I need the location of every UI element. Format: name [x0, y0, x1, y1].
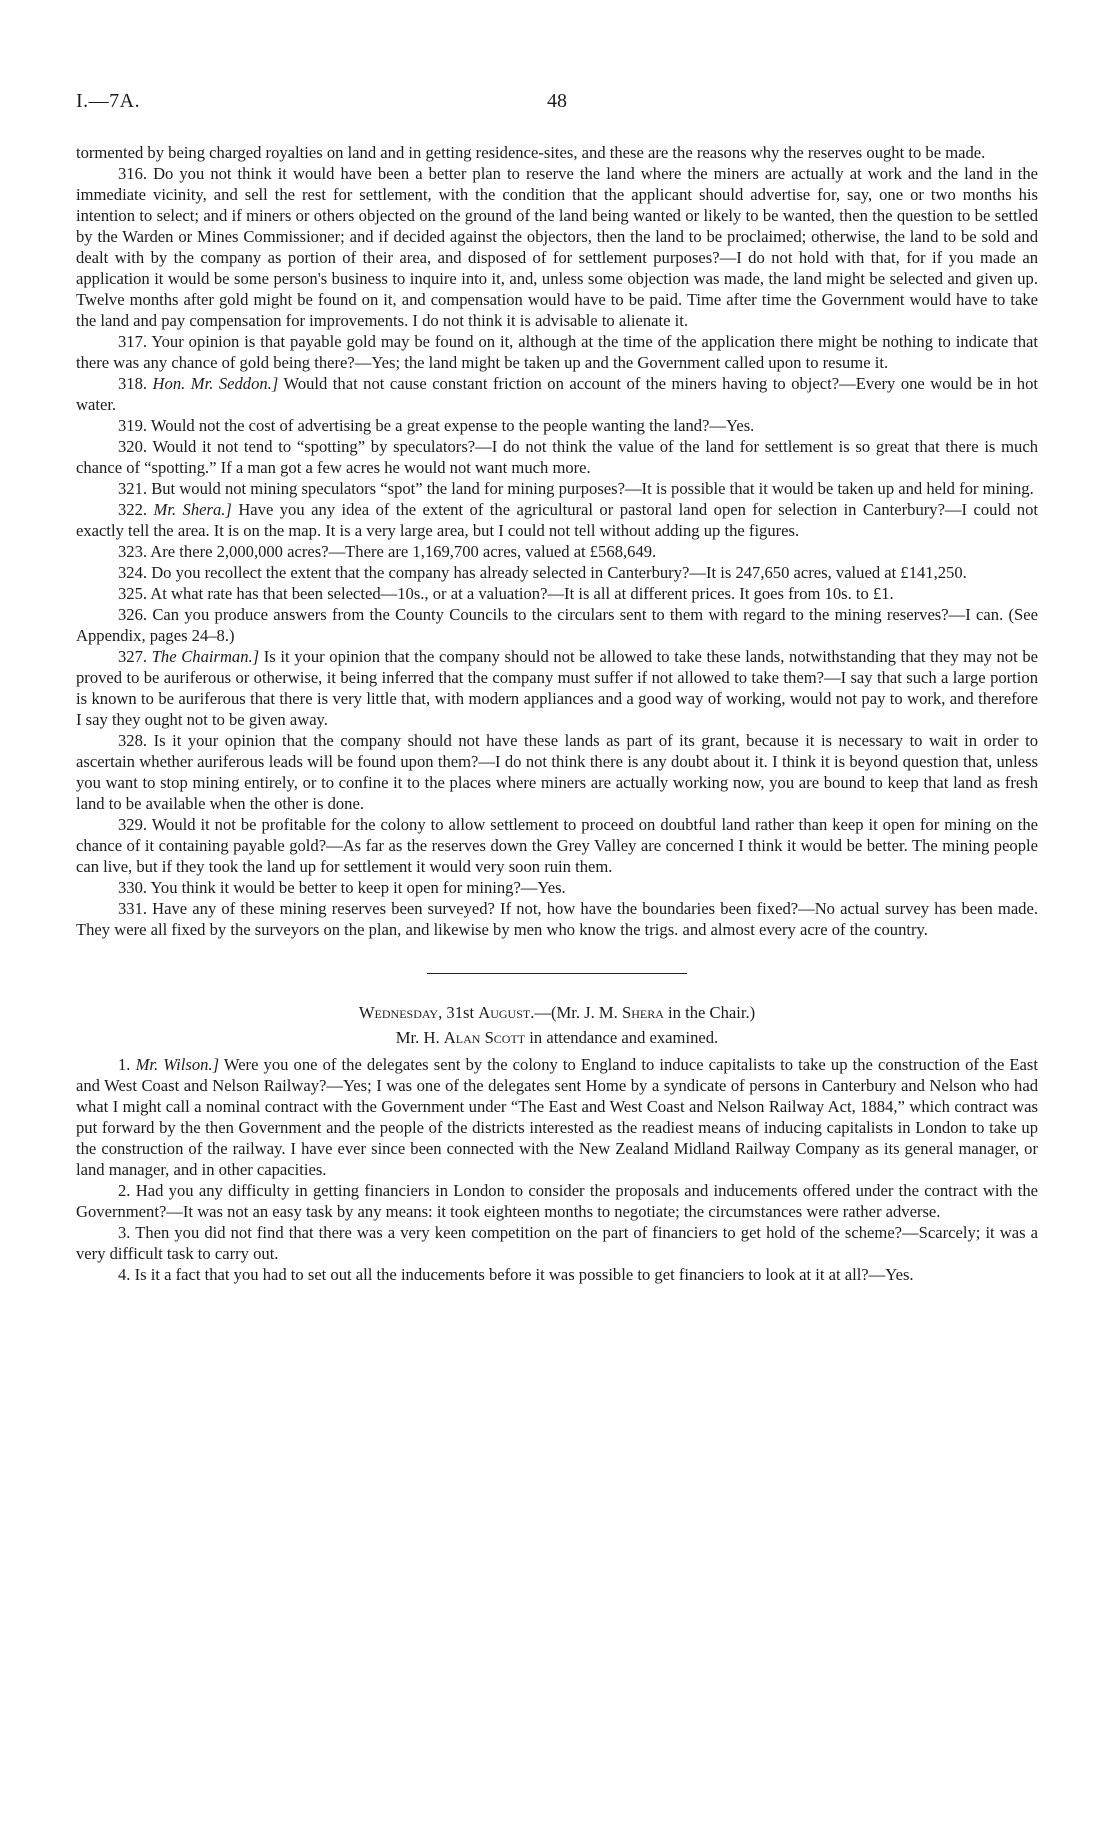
- paragraph-330: 330. You think it would be better to keep it open for mining?—Yes.: [118, 878, 566, 897]
- paragraph-322: [76, 499, 1038, 541]
- question-text: Were you one of the delegates sent by the colony to England to induce capitalists to take up the construction of the East and West Coast and Nelson Railway?—Yes; I was one of the delegates sent Home by a syndicate of persons in Canterbury and Nelson who had what I might call a nominal contract with the Government under “The East and West Coast and Nelson Railway Act, 1884,” which contract was put forward by the then Government and the people of the districts interested as the readiest means of inducing capitalists in London to take up the construction of the railway. I have ever since been connected with the New Zealand Midland Railway Company as its general manager, or land manager, and in other capacities.: [76, 1055, 1038, 1179]
- session-chair-open: .—(Mr. J. M.: [530, 1003, 622, 1022]
- question-number: 327.: [118, 647, 148, 666]
- question-number: 318.: [118, 374, 148, 393]
- speaker-name: Mr. Shera.]: [153, 500, 232, 519]
- paragraph-323: 323. Are there 2,000,000 acres?—There are 1,169,700 acres, valued at £568,649.: [118, 542, 657, 561]
- question-number: 1.: [118, 1055, 131, 1074]
- page-number: 48: [547, 90, 567, 112]
- paragraph-316: 316. Do you not think it would have been a better plan to reserve the land where the miners are actually at work and the land in the immediate vicinity, and sell the rest for settlement, with the condition that the applicant should advertise for, say, one or two months his intention to select; and if miners or others objected on the ground of the land being wanted or likely to be wanted, then the question to be settled by the Warden or Mines Commissioner; and if decided against the objectors, then the land to be proclaimed; otherwise, the land to be sold and dealt with by the company as portion of their area, and disposed of for settlement purposes?—I do not hold with that, for if you made an application it would be some person's business to inquire into it, and, unless some objection was made, the land might be selected and given up. Twelve months after gold might be found on it, and compensation would have to be paid. Time after time the Government would have to take the land and pay compensation for improvements. I do not think it is advisable to alienate it.: [76, 164, 1038, 330]
- speaker-name: Mr. Wilson.]: [135, 1055, 220, 1074]
- section-divider: [427, 973, 687, 974]
- session-heading: [76, 1002, 1038, 1023]
- paragraph-325: 325. At what rate has that been selected—10s., or at a valuation?—It is all at different prices. It goes from 10s. to £1.: [118, 584, 894, 603]
- paragraph-321: 321. But would not mining speculators “spot” the land for mining purposes?—It is possible that it would be taken up and held for mining.: [118, 479, 1034, 498]
- witness-last-name: Scott: [484, 1028, 526, 1047]
- paragraph-317: 317. Your opinion is that payable gold may be found on it, although at the time of the application there might be nothing to indicate that there was any chance of gold being there?—Yes; the land might be taken up and the Government called upon to resume it.: [76, 332, 1038, 372]
- session-month: August: [478, 1003, 531, 1022]
- paragraph-q3: 3. Then you did not find that there was a very keen competition on the part of financiers to get hold of the scheme?—Scarcely; it was a very difficult task to carry out.: [76, 1223, 1038, 1263]
- speaker-name: The Chairman.]: [151, 647, 260, 666]
- paragraph-326: 326. Can you produce answers from the County Councils to the circulars sent to them with regard to the mining reserves?—I can. (See Appendix, pages 24–8.): [76, 605, 1038, 645]
- question-text: Would that not cause constant friction on account of the miners having to object?—Every one would be in hot water.: [76, 374, 1038, 414]
- paragraph-319: 319. Would not the cost of advertising be a great expense to the people wanting the land?—Yes.: [118, 416, 755, 435]
- document-reference: I.—7A.: [76, 90, 141, 112]
- paragraph-320: 320. Would it not tend to “spotting” by speculators?—I do not think the value of the land for settlement is so great that there is much chance of “spotting.” If a man got a few acres he would not want much more.: [76, 437, 1038, 477]
- witness-prefix: Mr. H.: [395, 1028, 444, 1047]
- paragraph-327: [76, 646, 1038, 730]
- paragraph-318: [76, 373, 1038, 415]
- speaker-name: Hon. Mr. Seddon.]: [152, 374, 279, 393]
- page-header: [76, 90, 1038, 120]
- session-date: , 31st: [438, 1003, 479, 1022]
- paragraph-q4: 4. Is it a fact that you had to set out all the inducements before it was possible to get financiers to look at it at all?—Yes.: [118, 1265, 914, 1284]
- paragraph-324: 324. Do you recollect the extent that the company has already selected in Canterbury?—It is 247,650 acres, valued at £141,250.: [118, 563, 967, 582]
- paragraph-329: 329. Would it not be profitable for the colony to allow settlement to proceed on doubtful land rather than keep it open for mining on the chance of it containing payable gold?—As far as the reserves down the Grey Valley are concerned I think it would be better. The mining people can live, but if they took the land up for settlement it would very soon ruin them.: [76, 815, 1038, 876]
- paragraph-q1: [76, 1054, 1038, 1180]
- paragraph: tormented by being charged royalties on land and in getting residence-sites, and these are the reasons why the reserves ought to be made.: [76, 143, 986, 162]
- question-number: 322.: [118, 500, 148, 519]
- witness-first-name: Alan: [443, 1028, 481, 1047]
- paragraph-328: 328. Is it your opinion that the company should not have these lands as part of its grant, because it is necessary to wait in order to ascertain whether auriferous leads will be found upon them?—I do not think there is any doubt about it. I think it is beyond question that, unless you want to stop mining entirely, or to confine it to the places where miners are actually working now, you are bound to keep that land as fresh land to be available when the other is done.: [76, 731, 1038, 813]
- page-body: [76, 142, 1038, 1285]
- question-text: Is it your opinion that the company should not be allowed to take these lands, notwithstanding that they may not be proved to be auriferous or otherwise, it being inferred that the company must suffer if not allowed to take them?—I say that such a large portion is known to be auriferous that there is very little that, with modern appliances and a good way of working, would not pay to work, and therefore I say they ought not to be given away.: [76, 647, 1038, 729]
- witness-heading: [76, 1027, 1038, 1048]
- paragraph-q2: 2. Had you any difficulty in getting financiers in London to consider the proposals and inducements offered under the contract with the Government?—It was not an easy task by any means: it took eighteen months to negotiate; the circumstances were rather adverse.: [76, 1181, 1038, 1221]
- session-chair-name: Shera: [621, 1003, 664, 1022]
- witness-suffix: in attendance and examined.: [525, 1028, 719, 1047]
- session-day: Wednesday: [358, 1003, 439, 1022]
- question-text: Have you any idea of the extent of the agricultural or pastoral land open for selection in Canterbury?—I could not exactly tell the area. It is on the map. It is a very large area, but I could not tell without adding up the figures.: [76, 500, 1039, 540]
- paragraph-331: 331. Have any of these mining reserves been surveyed? If not, how have the boundaries been fixed?—No actual survey has been made. They were all fixed by the surveyors on the plan, and likewise by men who know the trigs. and almost every acre of the country.: [76, 899, 1038, 939]
- session-chair-close: in the Chair.): [663, 1003, 756, 1022]
